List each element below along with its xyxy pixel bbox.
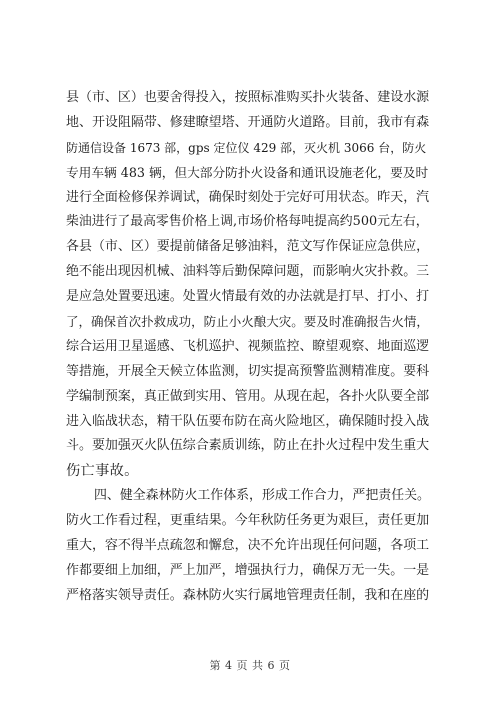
text-line: 斗。要加强灭火队伍综合素质训练，防止在扑火过程中发生重大	[66, 438, 430, 454]
text-line: 进行全面检修保养调试，确保时刻处于完好可用状态。昨天，汽	[66, 189, 430, 205]
text-line: 绝不能出现因机械、油料等后勤保障问题，而影响火灾扑救。三	[66, 264, 430, 280]
text-line: 县（市、区）也要舍得投入，按照标准购买扑火装备、建设水源	[66, 90, 430, 105]
text-line: 严格落实领导责任。森林防火实行属地管理责任制，我和在座的	[66, 587, 430, 603]
text-line: 学编制预案，真正做到实用、管用。从现在起，各扑火队要全部	[66, 388, 430, 404]
text-line: 专用车辆 483 辆，但大部分防扑火设备和通讯设施老化，要及时	[66, 164, 429, 180]
text-line: 了，确保首次扑救成功，防止小火酿大灾。要及时准确报告火情，	[66, 314, 429, 330]
text-line: 防火工作看过程，更重结果。今年秋防任务更为艰巨，责任更加	[66, 513, 430, 529]
text-line: 作都要细上加细，严上加严，增强执行力，确保万无一失。一是	[66, 562, 430, 578]
text-line: 等措施，开展全天候立体监测，切实提高预警监测精准度。要科	[66, 363, 430, 379]
page-number: 第 4 页 共 6 页	[209, 659, 291, 672]
text-line: 是应急处置要迅速。处置火情最有效的办法就是打早、打小、打	[66, 289, 430, 305]
text-line: 柴油进行了最高零售价格上调,市场价格每吨提高约500元左右，	[66, 214, 429, 230]
body-text	[66, 86, 440, 609]
text-line: 防通信设备 1673 部，gps 定位仪 429 部，灭火机 3066 台，防火	[66, 140, 427, 155]
text-line: 伤亡事故。	[66, 463, 139, 480]
text-line: 重大，容不得半点疏忽和懈怠，决不允许出现任何问题，各项工	[66, 538, 430, 554]
text-line: 进入临战状态，精干队伍要布防在高火险地区，确保随时投入战	[66, 413, 430, 429]
text-line: 地、开设阻隔带、修建瞭望塔、开通防火道路。目前，我市有森	[66, 114, 430, 130]
text-line: 各县（市、区）要提前储备足够油料，范文写作保证应急供应，	[66, 239, 430, 255]
text-line: 综合运用卫星遥感、飞机巡护、视频监控、瞭望观察、地面巡逻	[66, 338, 430, 354]
section-heading: 四、健全森林防火工作体系，形成工作合力，严把责任关。	[94, 488, 430, 504]
